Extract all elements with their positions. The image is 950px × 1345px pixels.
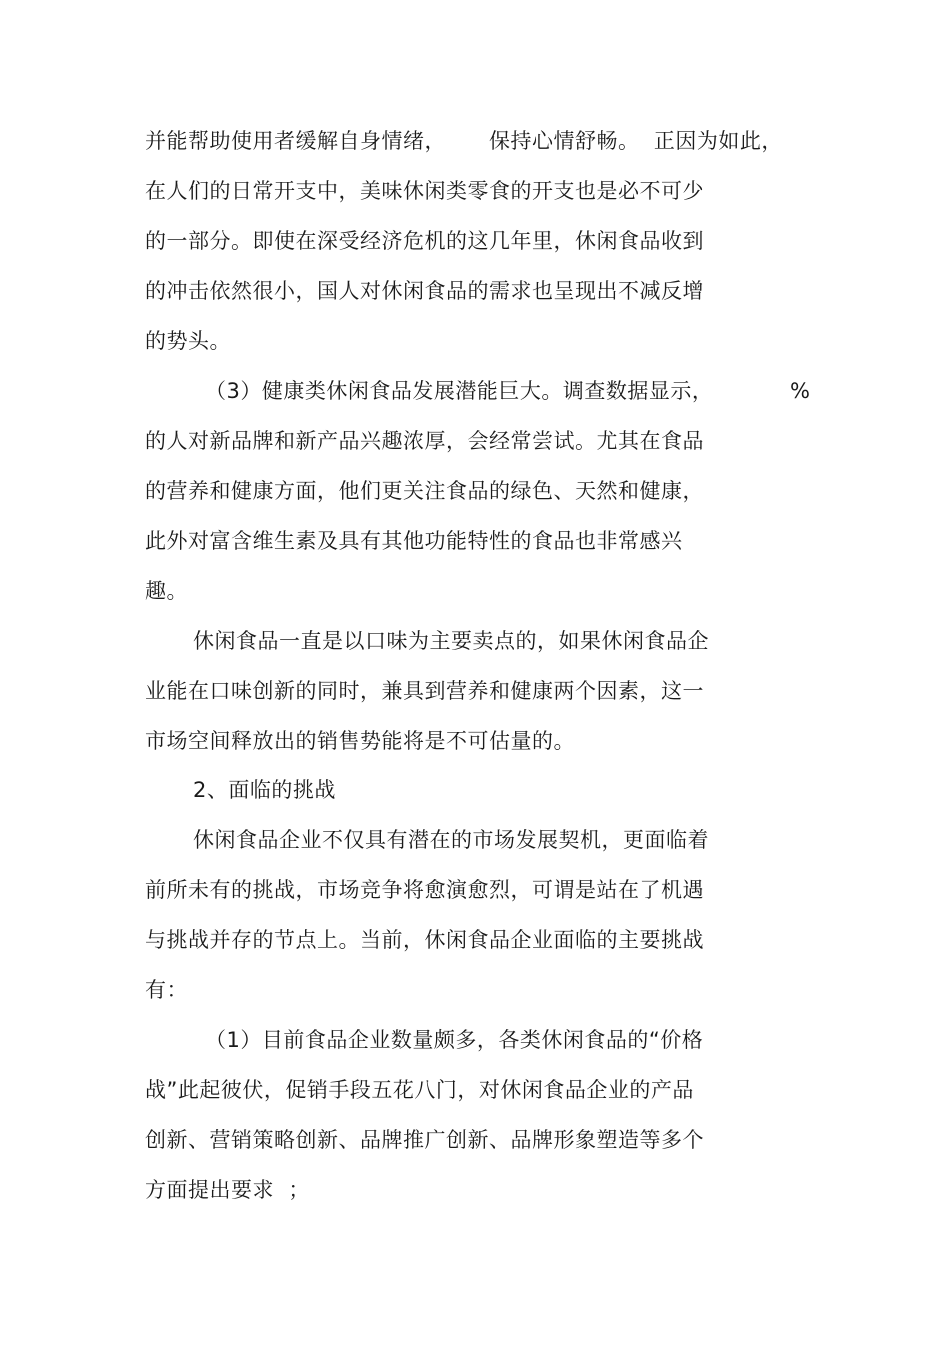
text-line: 的势头。 bbox=[145, 329, 231, 353]
text-line: 的一部分。即使在深受经济危机的这几年里，休闲食品收到 bbox=[145, 229, 704, 253]
text-line: 战”此起彼伏，促销手段五花八门，对休闲食品企业的产品 bbox=[145, 1078, 694, 1102]
section-heading: 2、面临的挑战 bbox=[193, 778, 336, 802]
text-line: 的冲击依然很小，国人对休闲食品的需求也呈现出不减反增 bbox=[145, 279, 704, 303]
text-line: （3）健康类休闲食品发展潜能巨大。调查数据显示， bbox=[205, 379, 714, 403]
text-line: 在人们的日常开支中，美味休闲类零食的开支也是必不可少 bbox=[145, 179, 704, 203]
text-line: 此外对富含维生素及具有其他功能特性的食品也非常感兴 bbox=[145, 529, 683, 553]
percent-sign: % bbox=[790, 379, 810, 403]
text-line: 趣。 bbox=[145, 579, 188, 603]
text-line: 的人对新品牌和新产品兴趣浓厚，会经常尝试。尤其在食品 bbox=[145, 429, 704, 453]
text-line: 前所未有的挑战，市场竞争将愈演愈烈，可谓是站在了机遇 bbox=[145, 878, 704, 902]
text-line: 创新、营销策略创新、品牌推广创新、品牌形象塑造等多个 bbox=[145, 1128, 704, 1152]
text-line: 有： bbox=[145, 978, 188, 1002]
text-line: 与挑战并存的节点上。当前，休闲食品企业面临的主要挑战 bbox=[145, 928, 704, 952]
text-line: 的营养和健康方面，他们更关注食品的绿色、天然和健康， bbox=[145, 479, 704, 503]
text-line: 业能在口味创新的同时，兼具到营养和健康两个因素，这一 bbox=[145, 679, 704, 703]
text-line: 并能帮助使用者缓解自身情绪， 保持心情舒畅。 正因为如此， bbox=[145, 129, 783, 153]
text-line: 方面提出要求 ； bbox=[145, 1178, 310, 1202]
text-line: 休闲食品企业不仅具有潜在的市场发展契机，更面临着 bbox=[193, 828, 709, 852]
text-line: 休闲食品一直是以口味为主要卖点的，如果休闲食品企 bbox=[193, 629, 709, 653]
text-line: 市场空间释放出的销售势能将是不可估量的。 bbox=[145, 729, 575, 753]
text-line: （1）目前食品企业数量颇多，各类休闲食品的“价格 bbox=[205, 1028, 704, 1052]
